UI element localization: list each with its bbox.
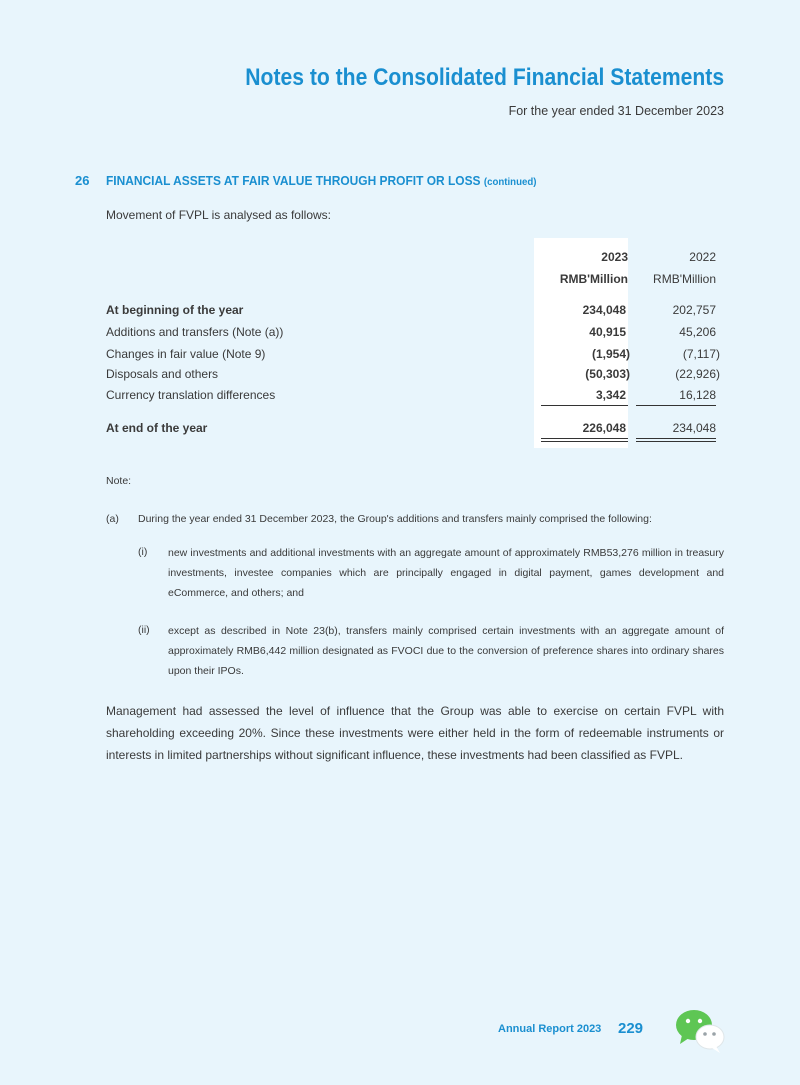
body-paragraph: Management had assessed the level of influence that the Group was able to exercise on certain FVPL with shareholding exceeding 20%. Since these investments were either held in the form of redeemable instruments or interests in limited partnerships without significant influence, these investments had been classified as FVPL. bbox=[106, 704, 724, 762]
row-value-2022: 45,206 bbox=[679, 325, 716, 339]
section-continued: (continued) bbox=[483, 176, 537, 188]
col-header-2023: 2023 bbox=[601, 250, 628, 264]
total-rule-2022-b bbox=[636, 441, 716, 442]
note-i-label: (i) bbox=[138, 546, 148, 558]
row-value-2023: 3,342 bbox=[595, 388, 626, 402]
note-ii-text: except as described in Note 23(b), transfers mainly comprised certain investments with an aggregate amount of approximately RMB6,442 million designated as FVOCI due to the conversion of preference shares into ordinary shares upon their IPOs. bbox=[168, 625, 724, 677]
wechat-logo-icon bbox=[674, 1008, 726, 1059]
note-ii-label: (ii) bbox=[138, 624, 150, 636]
note-a-text: During the year ended 31 December 2023, the Group's additions and transfers mainly comprised the following: bbox=[138, 513, 652, 525]
row-label: At end of the year bbox=[106, 421, 208, 435]
section-title bbox=[106, 173, 536, 188]
row-value-2023: (1,954) bbox=[591, 347, 630, 361]
footer-report-title: Annual Report 2023 bbox=[498, 1023, 602, 1035]
page-number: 229 bbox=[618, 1020, 644, 1037]
row-label: Currency translation differences bbox=[106, 388, 276, 402]
note-a-label: (a) bbox=[106, 513, 119, 525]
subtotal-rule-2022 bbox=[636, 405, 716, 406]
row-value-2023: 40,915 bbox=[589, 325, 626, 339]
total-rule-2023-b bbox=[541, 441, 628, 442]
page-subtitle: For the year ended 31 December 2023 bbox=[508, 104, 724, 118]
section-title-text: FINANCIAL ASSETS AT FAIR VALUE THROUGH PROFIT OR LOSS bbox=[106, 173, 481, 188]
row-label: At beginning of the year bbox=[106, 303, 244, 317]
total-rule-2023-a bbox=[541, 438, 628, 439]
note-i-text: new investments and additional investments with an aggregate amount of approximately RMB53,276 million in treasury investments, investee companies which are principally engaged in digital payment, games development and eCommerce, and others; and bbox=[168, 547, 724, 599]
row-value-2022: (22,926) bbox=[675, 367, 720, 381]
row-value-2022: 16,128 bbox=[679, 388, 716, 402]
section-number: 26 bbox=[75, 173, 90, 188]
subtotal-rule-2023 bbox=[541, 405, 628, 406]
row-label: Changes in fair value (Note 9) bbox=[106, 347, 266, 361]
col-unit-2023: RMB'Million bbox=[559, 272, 628, 286]
row-value-2022: 234,048 bbox=[672, 421, 716, 435]
row-label: Additions and transfers (Note (a)) bbox=[106, 325, 284, 339]
page-title: Notes to the Consolidated Financial Statements bbox=[245, 64, 724, 91]
col-header-2022: 2022 bbox=[689, 250, 716, 264]
row-value-2022: 202,757 bbox=[672, 303, 716, 317]
column-2023-highlight bbox=[534, 238, 628, 448]
row-value-2023: (50,303) bbox=[585, 367, 630, 381]
col-unit-2022: RMB'Million bbox=[653, 272, 716, 286]
row-label: Disposals and others bbox=[106, 367, 219, 381]
note-heading: Note: bbox=[106, 475, 132, 487]
row-value-2023: 226,048 bbox=[582, 421, 626, 435]
section-intro: Movement of FVPL is analysed as follows: bbox=[106, 208, 331, 222]
row-value-2022: (7,117) bbox=[682, 347, 720, 361]
row-value-2023: 234,048 bbox=[582, 303, 626, 317]
total-rule-2022-a bbox=[636, 438, 716, 439]
